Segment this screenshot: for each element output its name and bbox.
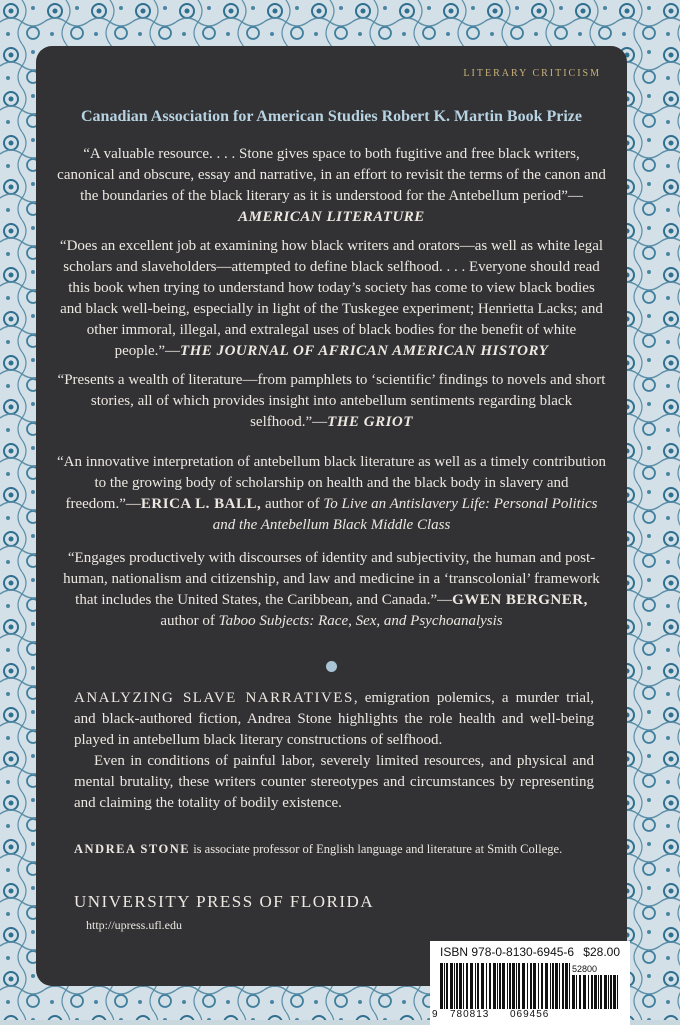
price-code: 52800 [572, 964, 598, 974]
barcode-digits-left: 780813 [450, 1009, 490, 1020]
review-quote-4: “An innovative interpretation of antebellum black literature as well as a timely contribution to the growing body of scholarship on health and the black body in slavery and freedom.”—ERICA L. BALL, author of To Live an Antislavery Life: Personal Politics and the Antebellum Black Middle Class [57, 454, 606, 533]
quote-work-title: Taboo Subjects: Race, Sex, and Psychoanalysis [218, 613, 503, 629]
category-label: LITERARY CRITICISM [463, 68, 601, 79]
quote-source: AMERICAN LITERATURE [238, 209, 425, 225]
publisher-name: UNIVERSITY PRESS OF FLORIDA [74, 892, 375, 911]
quote-author: GWEN BERGNER, [452, 592, 588, 608]
price-barcode [572, 975, 620, 1009]
quote-author: ERICA L. BALL, [140, 496, 262, 512]
quote-work-title: To Live an Antislavery Life: Personal Politics and the Antebellum Black Middle Class [212, 496, 598, 533]
barcode-digits-right: 069456 [510, 1009, 550, 1020]
back-cover-panel [36, 46, 627, 1020]
review-quote-3: “Presents a wealth of literature—from pamphlets to ‘scientific’ findings to novels and short stories, all of which provides insight into antebellum sentiments regarding black selfhood.”—THE GRIOT [57, 372, 606, 430]
quote-source: THE JOURNAL OF AFRICAN AMERICAN HISTORY [180, 343, 549, 359]
price-text: $28.00 [583, 945, 620, 959]
isbn-barcode [440, 963, 570, 1009]
divider-dot [326, 661, 337, 672]
author-bio: ANDREA STONE is associate professor of English language and literature at Smith College. [74, 842, 563, 856]
isbn-text: ISBN 978-0-8130-6945-6 [440, 945, 575, 959]
description-paragraph-2: Even in conditions of painful labor, severely limited resources, and physical and mental brutality, these writers counter stereotypes and circumstances by representing and claiming the totality of bodily existence. [74, 753, 594, 811]
review-quote-5: “Engages productively with discourses of identity and subjectivity, the human and post-human, nationalism and citizenship, and law and medicine in a ‘transcolonial’ framework that includes the United States, the Caribbean, and Canada.”—GWEN BERGNER, author of Taboo Subjects: Race, Sex, and Psychoanalysis [63, 550, 600, 629]
barcode-digit-first: 9 [432, 1009, 439, 1020]
prize-heading: Canadian Association for American Studies Robert K. Martin Book Prize [80, 108, 583, 125]
publisher-url[interactable]: http://upress.ufl.edu [86, 918, 182, 932]
quote-source: THE GRIOT [327, 414, 413, 430]
barcode-box [430, 941, 630, 1025]
description-paragraph-1: ANALYZING SLAVE NARRATIVES, emigration polemics, a murder trial, and black-authored fiction, Andrea Stone highlights the role health and well-being played in antebellum black literary constructions of selfhood. [74, 690, 595, 748]
review-quote-2: “Does an excellent job at examining how black writers and orators—as well as white legal scholars and slaveholders—attempted to define black selfhood. . . . Everyone should read this book when trying to understand how today’s society has come to view black bodies and black well-being, especially in light of the Tuskegee experiment; Henrietta Lacks; and other immoral, illegal, and extralegal uses of black bodies for the benefit of white people.”—THE JOURNAL OF AFRICAN AMERICAN HISTORY [59, 238, 604, 359]
review-quote-1: “A valuable resource. . . . Stone gives space to both fugitive and free black writers, canonical and obscure, essay and narrative, in an effort to revisit the terms of the canon and the boundaries of the black literary as it is understood for the Antebellum period”—AMERICAN LITERATURE [57, 146, 606, 225]
